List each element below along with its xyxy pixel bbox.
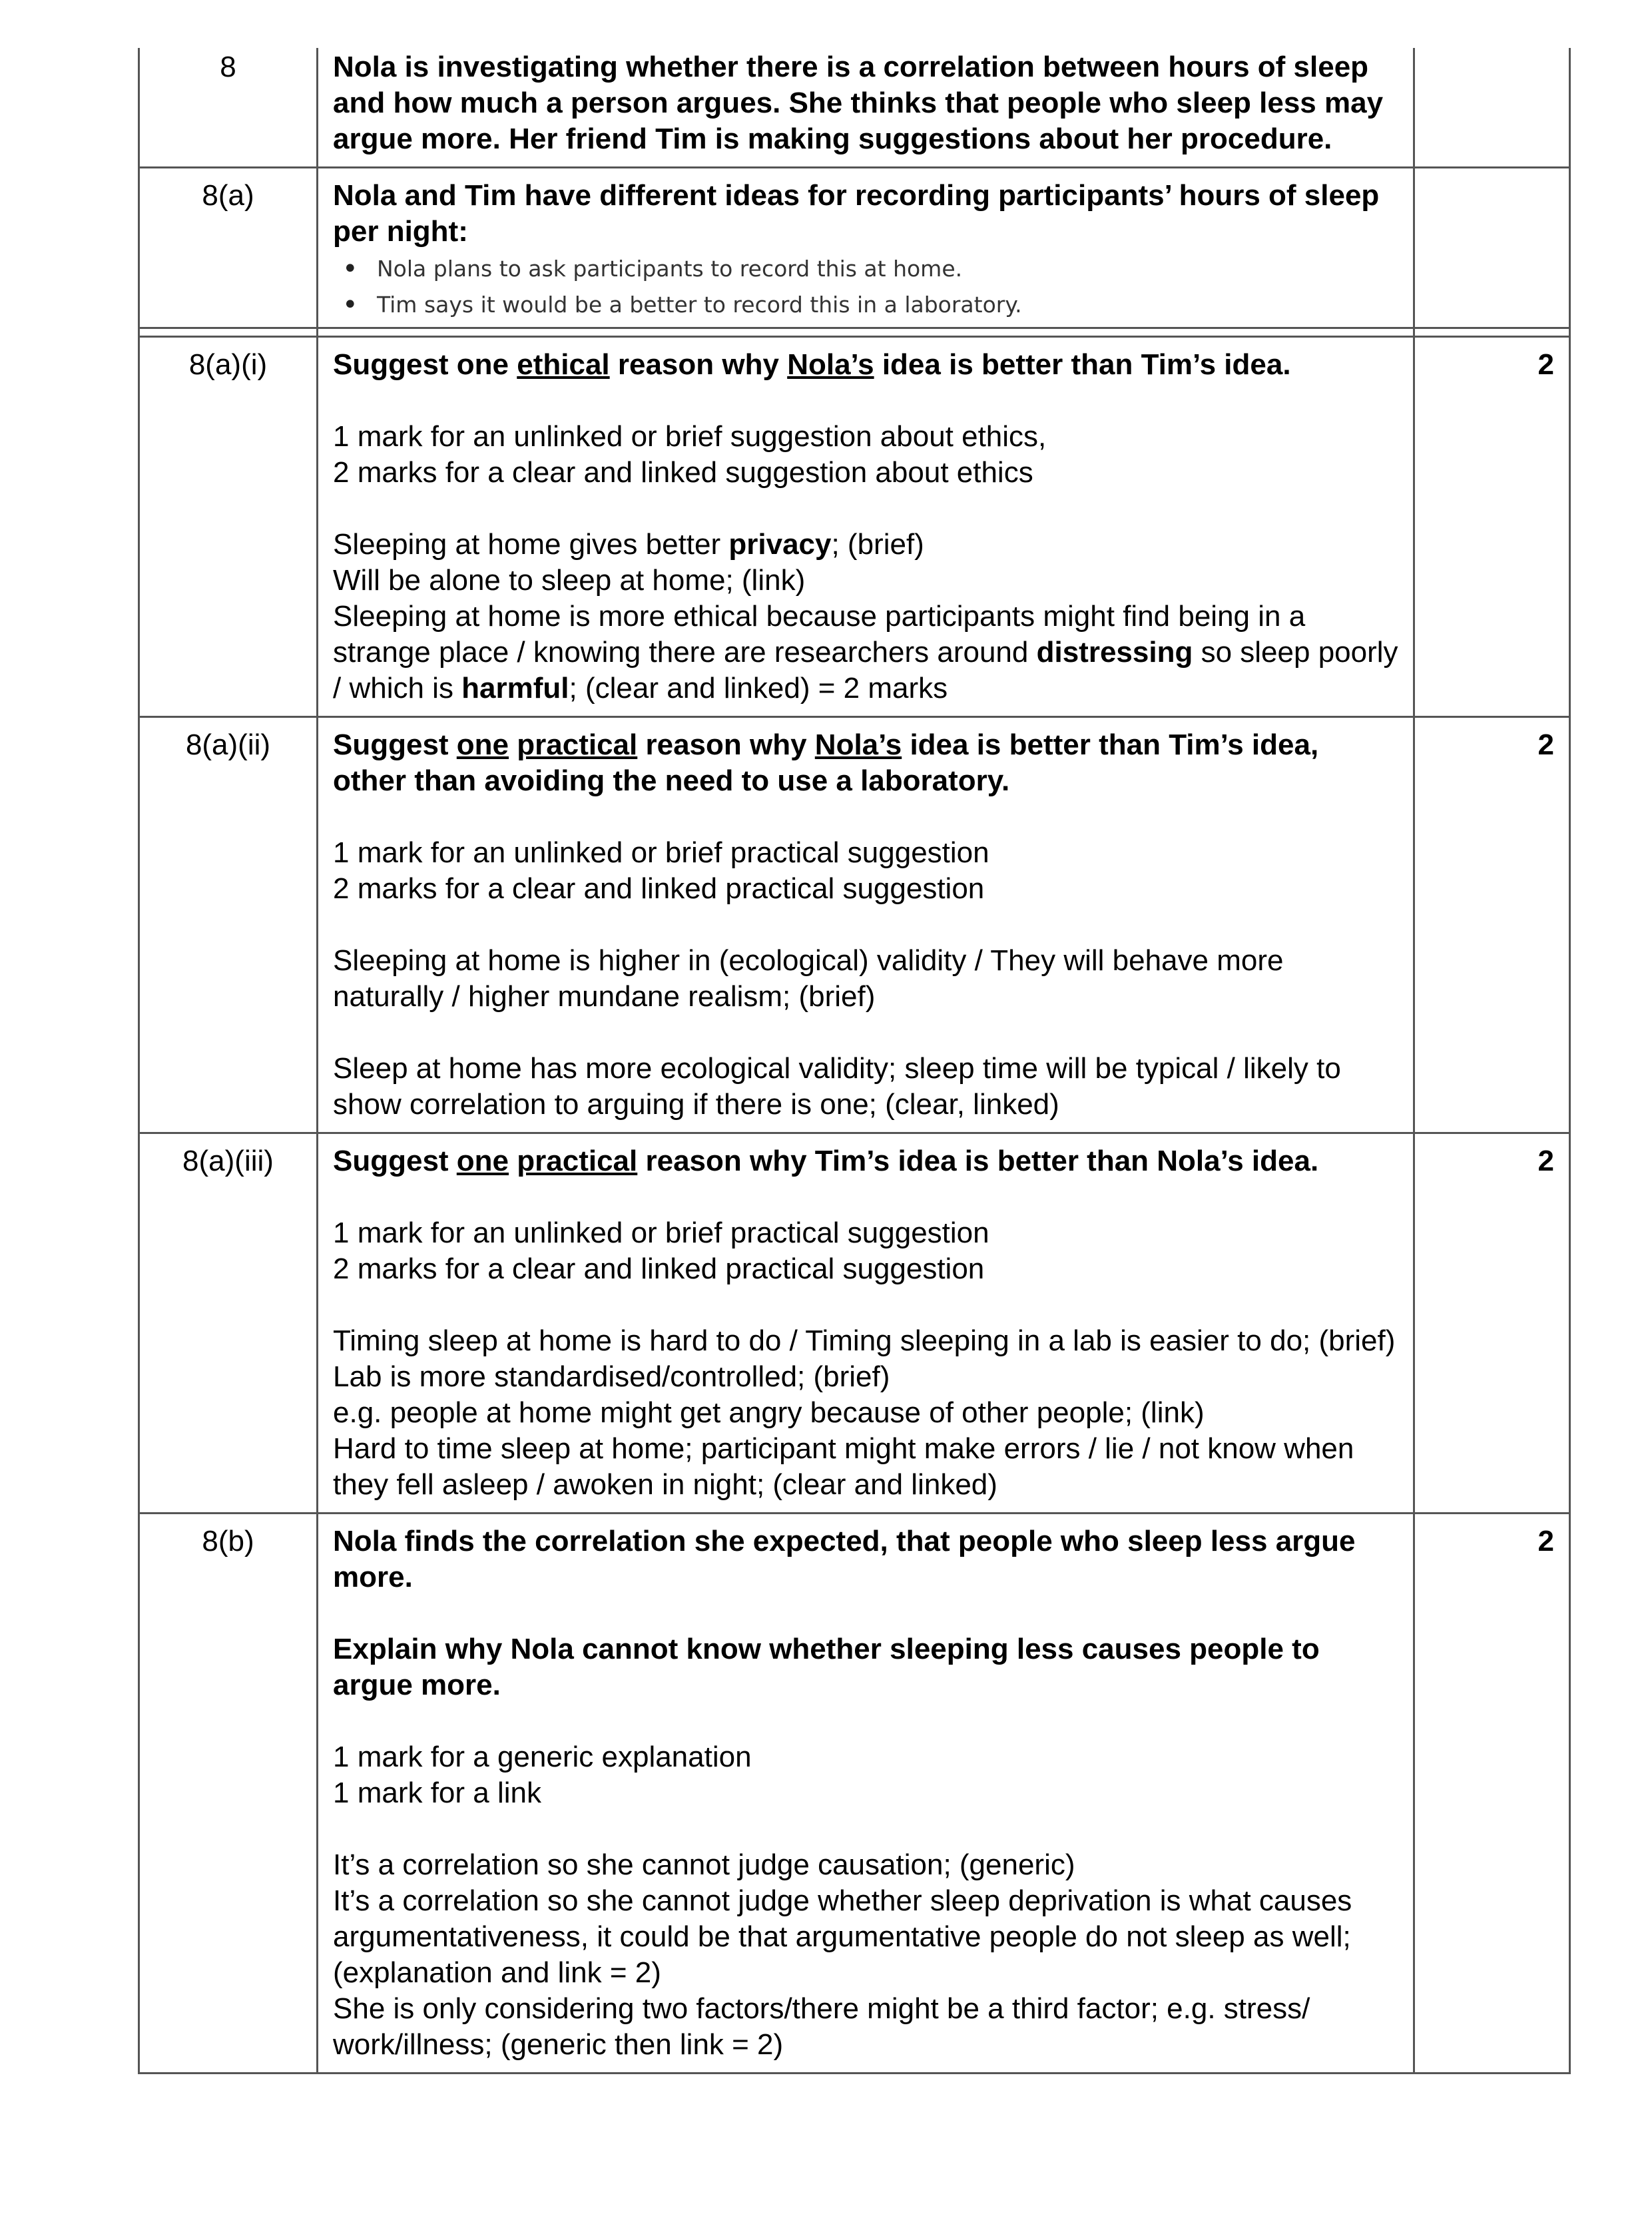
answer-line: Will be alone to sleep at home; (link) — [333, 564, 806, 597]
marks-cell — [1414, 168, 1570, 328]
underlined-text: ethical — [517, 348, 610, 381]
underlined-text: Nola’s — [814, 728, 902, 761]
answer-line: Lab is more standardised/controlled; (brief) — [333, 1360, 890, 1393]
text-run: idea is better than Tim’s idea. — [874, 348, 1291, 381]
answer-line: Hard to time sleep at home; participant might make errors / lie / not know when they fell asleep / awoken in night; (clear and linked) — [333, 1432, 1354, 1501]
text-run: Sleeping at home gives better — [333, 528, 729, 561]
answer-line: e.g. people at home might get angry because of other people; (link) — [333, 1396, 1205, 1429]
underlined-text: practical — [517, 728, 638, 761]
text-run: ; (brief) — [831, 528, 924, 561]
separator-cell — [1414, 328, 1570, 337]
text-run: idea is better than Tim’s idea, other than avoiding the need to use a laboratory. — [333, 728, 1319, 797]
answer-line: Sleeping at home is higher in (ecological) validity / They will behave more naturally / higher mundane realism; (brief) — [333, 944, 1284, 1013]
text-run: Suggest — [333, 728, 457, 761]
answer-line — [333, 599, 1400, 706]
idea-list — [333, 251, 1400, 323]
question-text: Explain why Nola cannot know whether sleeping less causes people to argue more. — [333, 1633, 1320, 1701]
question-number: 8(a)(i) — [139, 337, 318, 717]
separator-cell — [318, 328, 1414, 337]
marks-cell — [1414, 48, 1570, 168]
text-run: ; (clear and linked) = 2 marks — [569, 672, 948, 704]
question-cell — [318, 337, 1414, 717]
question-cell — [318, 1514, 1414, 2074]
answer-line: It’s a correlation so she cannot judge whether sleep deprivation is what causes argumentativeness, it could be that argumentative people do not sleep as well; (explanation and link = 2) — [333, 1884, 1352, 1989]
underlined-text: one — [456, 1145, 509, 1177]
marks-cell: 2 — [1414, 717, 1570, 1133]
marks-cell: 2 — [1414, 1133, 1570, 1514]
marking-guidance: 2 marks for a clear and linked suggestion about ethics — [333, 456, 1033, 489]
text-run — [509, 728, 517, 761]
question-cell — [318, 48, 1414, 168]
question-stem: Nola is investigating whether there is a correlation between hours of sleep and how much a person argues. She thinks that people who sleep less may argue more. Her friend Tim is making suggestions about her procedure. — [333, 51, 1384, 155]
marking-guidance: 2 marks for a clear and linked practical suggestion — [333, 1252, 985, 1285]
answer-line: It’s a correlation so she cannot judge causation; (generic) — [333, 1848, 1075, 1881]
question-number: 8(a) — [139, 168, 318, 328]
marking-guidance: 1 mark for a link — [333, 1777, 541, 1809]
row-q8b — [139, 1514, 1570, 2074]
question-cell — [318, 168, 1414, 328]
bold-term: distressing — [1036, 636, 1193, 669]
text-run: so sleep poorly / which is — [333, 636, 1398, 704]
bold-term: privacy — [728, 528, 832, 561]
question-text — [333, 727, 1400, 799]
marking-guidance: 1 mark for an unlinked or brief suggestion about ethics, — [333, 420, 1047, 453]
question-text — [333, 1143, 1400, 1179]
marking-guidance: 1 mark for an unlinked or brief practical suggestion — [333, 836, 989, 869]
underlined-text: one — [456, 728, 509, 761]
row-q8a — [139, 168, 1570, 328]
question-stem: Nola and Tim have different ideas for recording participants’ hours of sleep per night: — [333, 179, 1380, 248]
text-run: reason why — [637, 728, 815, 761]
row-separator — [139, 328, 1570, 337]
text-run: Suggest — [333, 1145, 457, 1177]
answer-line: Timing sleep at home is hard to do / Timing sleeping in a lab is easier to do; (brief) — [333, 1324, 1396, 1357]
question-cell — [318, 717, 1414, 1133]
question-number: 8(a)(iii) — [139, 1133, 318, 1514]
list-item: • Tim says it would be a better to record this in a laboratory. — [362, 287, 1400, 323]
text-run: reason why — [609, 348, 788, 381]
question-number: 8(b) — [139, 1514, 318, 2074]
row-q8 — [139, 48, 1570, 168]
mark-scheme-table — [138, 48, 1571, 2074]
answer-line — [333, 527, 1400, 563]
marks-cell: 2 — [1414, 337, 1570, 717]
row-q8aiii — [139, 1133, 1570, 1514]
answer-line: She is only considering two factors/there might be a third factor; e.g. stress/ work/illness; (generic then link = 2) — [333, 1992, 1310, 2061]
row-q8aii — [139, 717, 1570, 1133]
row-q8ai — [139, 337, 1570, 717]
question-number: 8(a)(ii) — [139, 717, 318, 1133]
text-run: reason why Tim’s idea is better than Nola’s idea. — [637, 1145, 1319, 1177]
separator-cell — [139, 328, 318, 337]
text-run: Sleeping at home is more ethical because participants might find being in a strange place / knowing there are researchers around — [333, 600, 1306, 669]
text-run — [509, 1145, 517, 1177]
question-stem: Nola finds the correlation she expected, that people who sleep less argue more. — [333, 1525, 1356, 1593]
question-text — [333, 347, 1400, 383]
marking-guidance: 1 mark for a generic explanation — [333, 1741, 752, 1773]
mark-scheme-table-container — [138, 48, 1554, 2074]
underlined-text: Nola’s — [787, 348, 874, 381]
bold-term: harmful — [461, 672, 569, 704]
answer-line: Sleep at home has more ecological validity; sleep time will be typical / likely to show correlation to arguing if there is one; (clear, linked) — [333, 1052, 1341, 1121]
marking-guidance: 2 marks for a clear and linked practical suggestion — [333, 872, 985, 905]
marking-guidance: 1 mark for an unlinked or brief practical suggestion — [333, 1217, 989, 1249]
list-item: • Nola plans to ask participants to record this at home. — [362, 251, 1400, 287]
underlined-text: practical — [517, 1145, 638, 1177]
question-number: 8 — [139, 48, 318, 168]
marks-cell: 2 — [1414, 1514, 1570, 2074]
text-run: Suggest one — [333, 348, 517, 381]
question-cell — [318, 1133, 1414, 1514]
